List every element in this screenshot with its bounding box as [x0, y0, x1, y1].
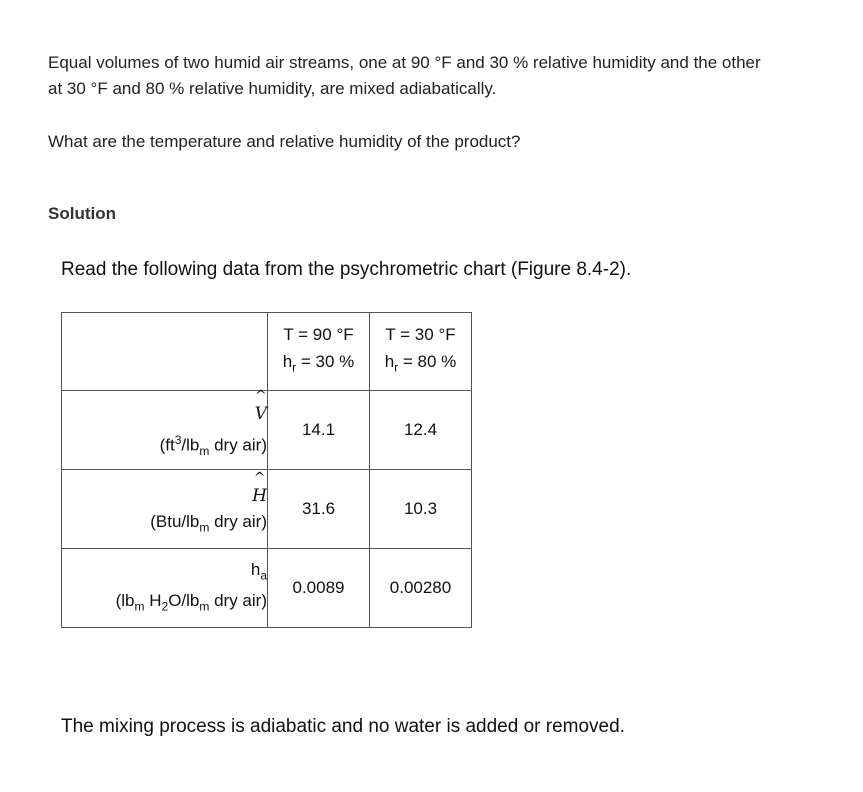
symbol-letter: V	[254, 404, 267, 425]
solution-heading: Solution	[48, 204, 116, 223]
row-unit	[62, 427, 267, 464]
row-label-specific-enthalpy	[62, 470, 268, 549]
table-row-specific-enthalpy	[62, 470, 472, 549]
unit-sub: m	[199, 444, 210, 459]
hr-symbol: h	[384, 352, 395, 372]
table-cell: 0.0089	[268, 549, 370, 628]
row-label-specific-volume	[62, 388, 268, 470]
table-cell: 14.1	[268, 391, 370, 470]
unit-sub: 2	[161, 599, 169, 614]
column-header-90f	[268, 313, 370, 391]
closing-statement: The mixing process is adiabatic and no water is added or removed.	[61, 716, 625, 737]
hr-value: = 30 %	[296, 352, 355, 372]
absolute-humidity-symbol	[62, 557, 267, 588]
column-hr	[370, 348, 471, 381]
unit-sub: m	[199, 599, 210, 614]
unit-part: (Btu/lb	[150, 512, 200, 532]
unit-sub: m	[134, 599, 145, 614]
unit-part: (ft	[159, 436, 175, 456]
table-cell: 0.00280	[370, 549, 472, 628]
column-temp: T = 90 °F	[283, 325, 354, 345]
symbol-letter: H	[252, 486, 267, 507]
unit-part: /lb	[181, 436, 200, 456]
unit-part: O/lb	[168, 591, 200, 610]
question-text: What are the temperature and relative humidity of the product?	[48, 132, 521, 151]
row-unit	[62, 588, 267, 619]
row-unit	[62, 509, 267, 540]
table-corner-cell	[62, 313, 268, 391]
column-header-30f	[370, 313, 472, 391]
problem-line-1: Equal volumes of two humid air streams, one at 90 °F and 30 % relative humidity and the other	[48, 53, 761, 72]
hat-accent: ^	[254, 388, 267, 405]
unit-part: dry air)	[209, 512, 267, 532]
table-row-specific-volume	[62, 391, 472, 470]
table-cell: 31.6	[268, 470, 370, 549]
unit-part: dry air)	[209, 591, 267, 610]
unit-part: dry air)	[209, 436, 267, 456]
unit-sub: m	[199, 520, 210, 535]
problem-line-2: at 30 °F and 80 % relative humidity, are mixed adiabatically.	[48, 79, 497, 98]
table-cell: 10.3	[370, 470, 472, 549]
specific-enthalpy-symbol	[252, 470, 267, 509]
column-temp: T = 30 °F	[385, 325, 456, 345]
column-hr	[268, 348, 369, 381]
psychrometric-data-table	[61, 312, 472, 628]
hr-symbol: h	[282, 352, 293, 372]
solution-intro: Read the following data from the psychrometric chart (Figure 8.4-2).	[61, 259, 632, 280]
unit-sup: 3	[174, 433, 182, 448]
hr-subscript: r	[292, 360, 297, 375]
problem-statement	[48, 50, 838, 102]
hr-value: = 80 %	[398, 352, 457, 372]
table-header-row	[62, 313, 472, 391]
specific-volume-symbol	[254, 388, 267, 427]
unit-part: (lb	[115, 591, 135, 610]
unit-part: H	[144, 591, 162, 610]
table-row-absolute-humidity	[62, 549, 472, 628]
hr-subscript: r	[394, 360, 399, 375]
table-cell: 12.4	[370, 391, 472, 470]
hat-accent: ^	[253, 470, 266, 487]
row-label-absolute-humidity	[62, 549, 268, 628]
symbol-letter: h	[250, 559, 261, 579]
symbol-sub: a	[260, 568, 267, 582]
